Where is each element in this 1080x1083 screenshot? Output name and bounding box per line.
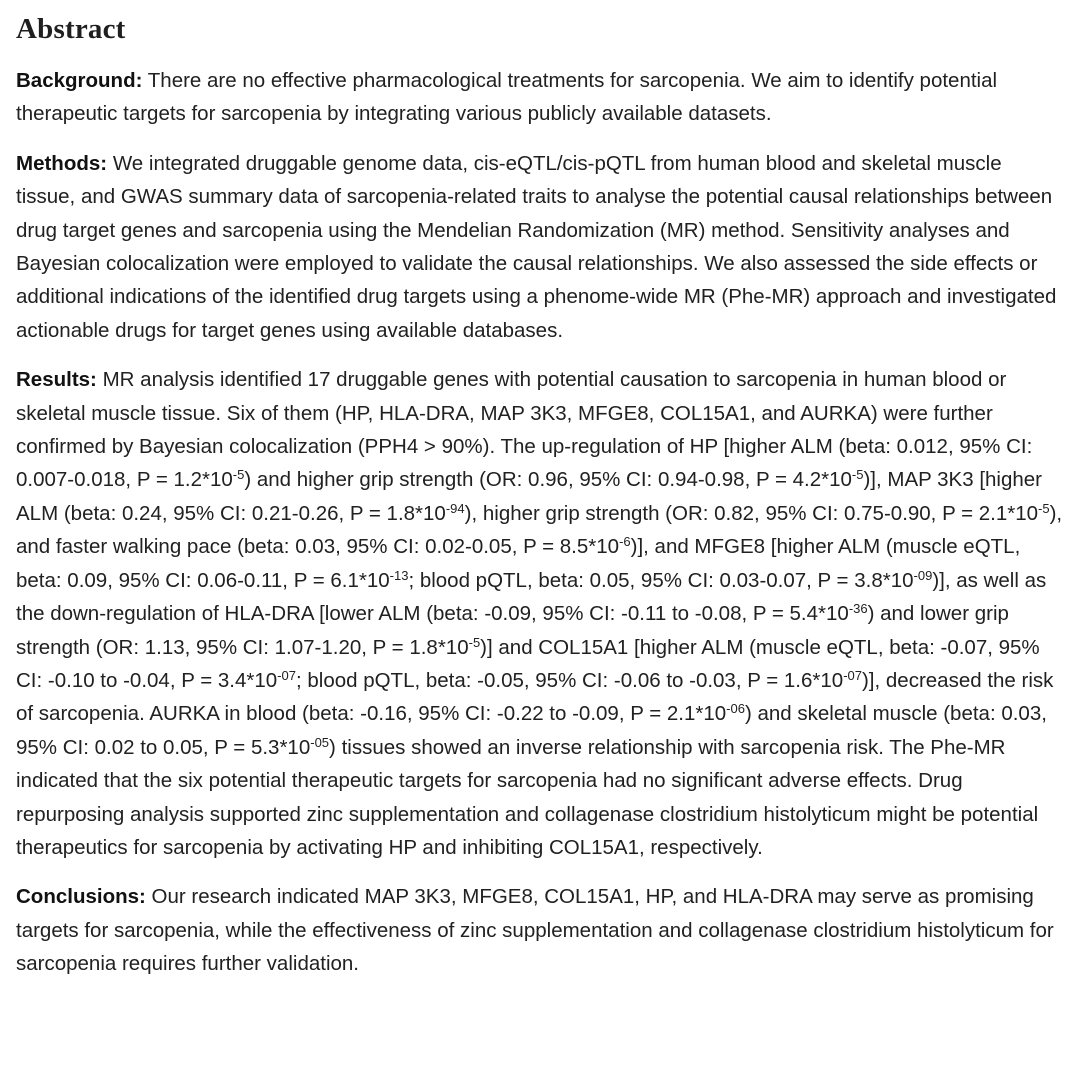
exponent: -13 [389, 567, 409, 583]
exponent: -94 [445, 500, 465, 516]
exponent: -5 [851, 467, 864, 483]
results-text: ) and lower grip strength (OR: 1.13, 95% CI: 1.07-1.20, P = 1.8*10 [16, 602, 1009, 659]
exponent: -06 [726, 701, 745, 717]
conclusions-label: Conclusions: [16, 885, 146, 909]
results-text: MR analysis identified 17 druggable genes with potential causation to sarcopenia in human blood or skeletal muscle tissue. Six of them (HP, HLA-DRA, MAP 3K3, MFGE8, COL15A1, and AURKA) were further confirmed by Bayesian colocalization (PPH4 > 90%). The up-regulation of HP [higher ALM (beta: 0.012, 95% CI: 0.007-0.018, P = 1.2*10 [16, 368, 1033, 492]
exponent: -5 [232, 467, 245, 483]
results-text: ; blood pQTL, beta: 0.05, 95% CI: 0.03-0.07, P = 3.8*10 [408, 568, 914, 592]
results-text: )], decreased the risk of sarcopenia. AURKA in blood (beta: -0.16, 95% CI: -0.22 to -0.09, P = 2.1*10 [16, 668, 1054, 726]
conclusions-text: Our research indicated MAP 3K3, MFGE8, COL15A1, HP, and HLA-DRA may serve as promising targets for sarcopenia, while the effectiveness of zinc supplementation and collagenase clostridium histolyticum for sarcopenia requires further validation. [16, 885, 1054, 976]
results-label: Results: [16, 368, 97, 392]
abstract-heading: Abstract [16, 13, 126, 45]
results-text: ), and faster walking pace (beta: 0.03, 95% CI: 0.02-0.05, P = 8.5*10 [16, 501, 1063, 559]
exponent: -6 [619, 534, 631, 550]
background-text: There are no effective pharmacological treatments for sarcopenia. We aim to identify potential therapeutic targets for sarcopenia by integrating various publicly available datasets. [16, 69, 998, 126]
results-text: )] and COL15A1 [higher ALM (muscle eQTL, beta: -0.07, 95% CI: -0.10 to -0.04, P = 3.4*10 [16, 635, 1040, 692]
methods-text: We integrated druggable genome data, cis-eQTL/cis-pQTL from human blood and skeletal muscle tissue, and GWAS summary data of sarcopenia-related traits to analyse the potential causal relationships between drug target genes and sarcopenia using the Mendelian Randomization (MR) method. Sensitivity analyses and Bayesian colocalization were employed to validate the causal relationships. We also assessed the side effects or additional indications of the identified drug targets using a phenome-wide MR (Phe-MR) approach and investigated actionable drugs for target genes using available databases. [16, 151, 1057, 342]
exponent: -09 [913, 567, 933, 583]
results-text: ) and higher grip strength (OR: 0.96, 95% CI: 0.94-0.98, P = 4.2*10 [244, 468, 852, 492]
results-text: )], MAP 3K3 [higher ALM (beta: 0.24, 95% CI: 0.21-0.26, P = 1.8*10 [16, 468, 1042, 525]
background-label: Background: [16, 69, 143, 92]
methods-label: Methods: [16, 151, 108, 175]
background-paragraph [16, 64, 1064, 131]
results-text: ), higher grip strength (OR: 0.82, 95% CI: 0.75-0.90, P = 2.1*10 [464, 501, 1039, 525]
results-paragraph [16, 363, 1064, 864]
results-text: )], as well as the down-regulation of HLA-DRA [lower ALM (beta: -0.09, 95% CI: -0.11 to -0.08, P = 5.4*10 [16, 568, 1047, 626]
exponent: -5 [1038, 500, 1050, 516]
results-text: ) and skeletal muscle (beta: 0.03, 95% CI: 0.02 to 0.05, P = 5.3*10 [16, 702, 1047, 759]
results-text: ; blood pQTL, beta: -0.05, 95% CI: -0.06 to -0.03, P = 1.6*10 [295, 668, 844, 692]
methods-paragraph [16, 147, 1064, 347]
exponent: -07 [843, 667, 862, 683]
exponent: -05 [310, 734, 330, 750]
conclusions-paragraph [16, 880, 1064, 980]
results-text: ) tissues showed an inverse relationship with sarcopenia risk. The Phe-MR indicated that the six potential therapeutic targets for sarcopenia had no significant adverse effects. Drug repurposing analysis supported zinc supplementation and collagenase clostridium histolyticum might be potential therapeutics for sarcopenia by activating HP and inhibiting COL15A1, respectively. [16, 735, 1039, 859]
exponent: -36 [848, 601, 868, 617]
exponent: -5 [468, 634, 481, 650]
exponent: -07 [277, 667, 296, 683]
results-text: )], and MFGE8 [higher ALM (muscle eQTL, beta: 0.09, 95% CI: 0.06-0.11, P = 6.1*10 [16, 535, 1021, 592]
